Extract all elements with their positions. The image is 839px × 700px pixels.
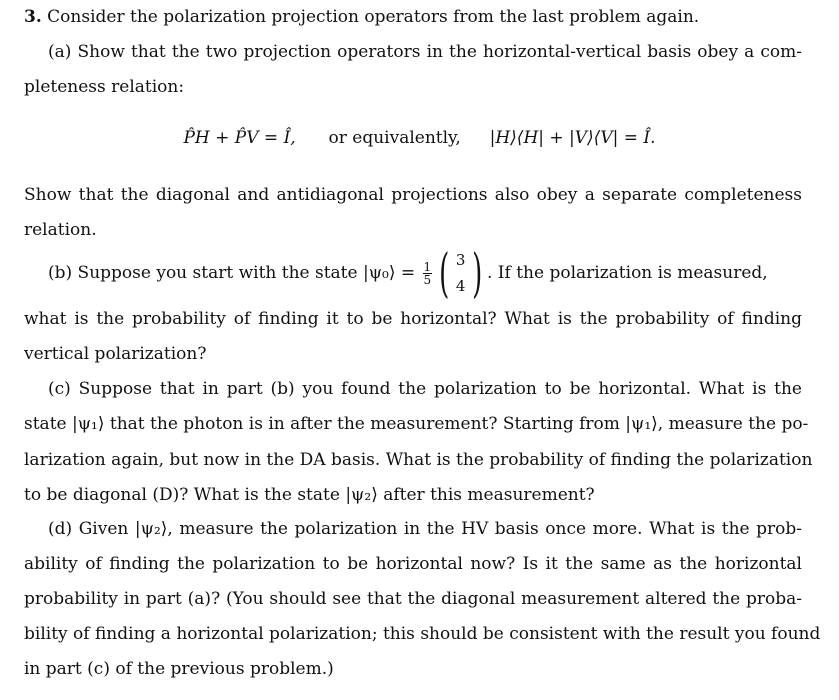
fraction-numerator: 1: [423, 260, 432, 274]
problem-heading: [24, 6, 802, 28]
vector-top-entry: 3: [455, 250, 466, 269]
part-d-line-2: ability of finding the polarization to be horizontal now? Is it the same as the horizontal: [24, 554, 802, 574]
part-b-suffix: . If the polarization is measured,: [487, 263, 768, 283]
part-b-line-1: [48, 243, 802, 304]
vector-bottom-entry: 4: [455, 276, 466, 295]
part-c-line-4: to be diagonal (D)? What is the state |ψ₂⟩ after this measurement?: [24, 485, 595, 505]
completeness-equation: [0, 127, 839, 149]
equation-lhs: P̂H + P̂V = Î,: [183, 128, 296, 148]
part-b-line-2: what is the probability of finding it to be horizontal? What is the probability of finding: [24, 309, 802, 329]
part-d-line-1: (d) Given |ψ₂⟩, measure the polarization in the HV basis once more. What is the prob-: [48, 519, 802, 539]
fraction-denominator: 5: [423, 273, 432, 287]
state-fraction: [423, 261, 433, 286]
equation-connector: or equivalently,: [328, 128, 461, 148]
part-b-line-3: vertical polarization?: [24, 344, 207, 364]
part-d-line-5: in part (c) of the previous problem.): [24, 659, 334, 679]
part-a-line-1: (a) Show that the two projection operators in the horizontal-vertical basis obey a com-: [48, 42, 802, 62]
part-c-line-2: state |ψ₁⟩ that the photon is in after the measurement? Starting from |ψ₁⟩, measure the po-: [24, 414, 809, 434]
part-a-line-2: pleteness relation:: [24, 77, 185, 97]
part-a-line-4: relation.: [24, 220, 97, 240]
problem-intro: Consider the polarization projection operators from the last problem again.: [47, 7, 700, 27]
part-b-prefix: (b) Suppose you start with the state |ψ₀⟩ =: [48, 263, 416, 283]
part-a-line-3: Show that the diagonal and antidiagonal projections also obey a separate completeness: [24, 185, 802, 205]
equation-rhs: |H⟩⟨H| + |V⟩⟨V| = Î.: [489, 128, 656, 148]
part-c-line-3: larization again, but now in the DA basis. What is the probability of finding the polarization: [24, 450, 813, 470]
part-d-line-3: probability in part (a)? (You should see that the diagonal measurement altered the proba-: [24, 589, 802, 609]
part-d-line-4: bility of finding a horizontal polarization; this should be consistent with the result you found: [24, 624, 821, 644]
part-c-line-1: (c) Suppose that in part (b) you found the polarization to be horizontal. What is the: [48, 379, 802, 399]
state-vector: ( 3 4 ): [438, 243, 483, 304]
problem-number: 3.: [24, 7, 42, 27]
